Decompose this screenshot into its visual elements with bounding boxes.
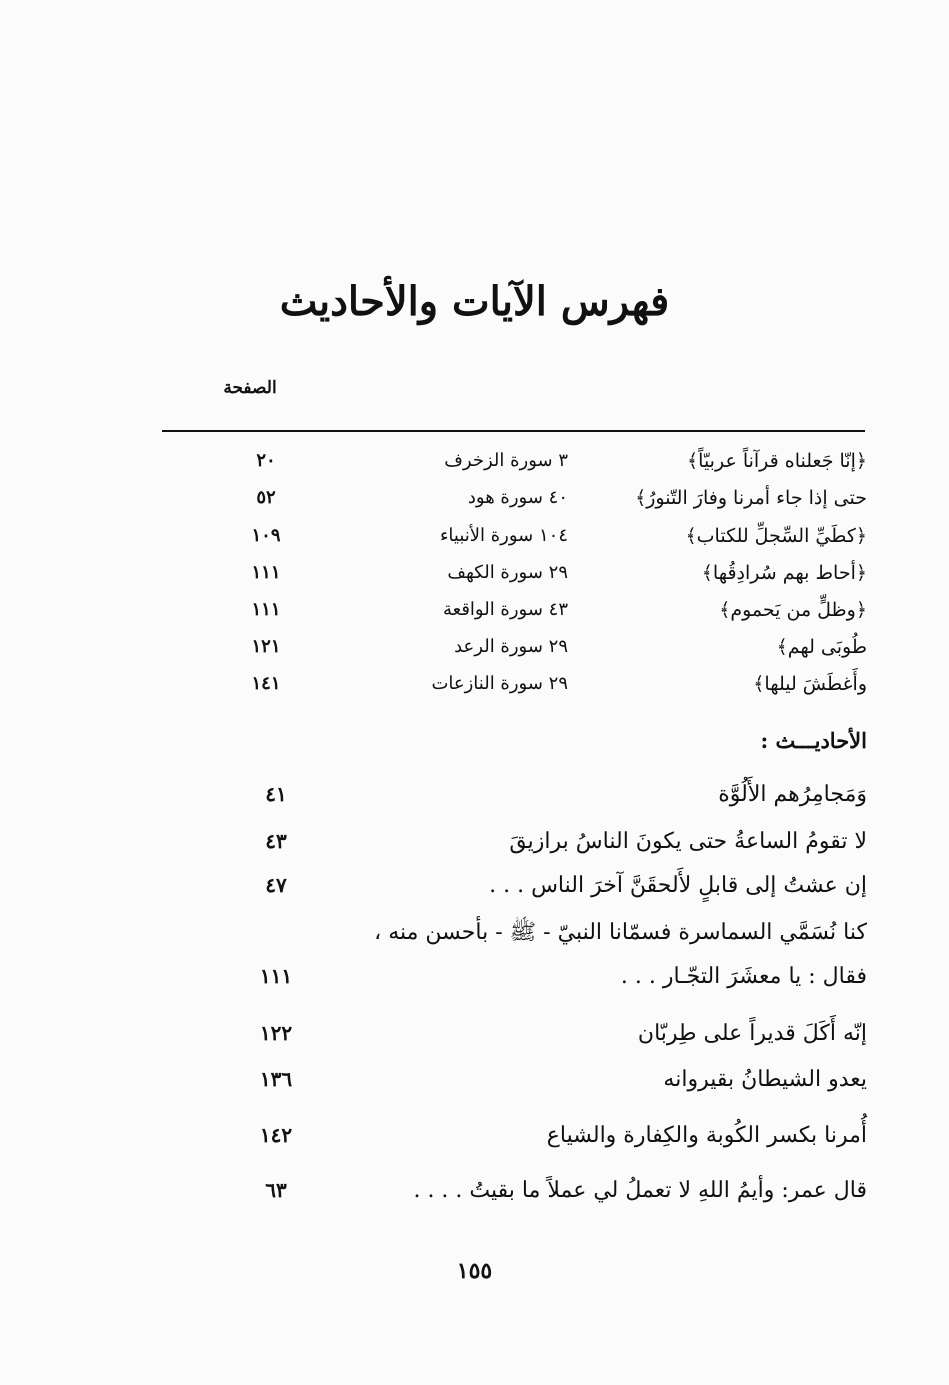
verse-text: طُوبَى لهم﴾ [776,636,867,658]
hadith-row [0,1123,949,1163]
hadith-row [0,1021,949,1061]
verse-page: ١٠٩ [251,525,281,546]
hadith-page: ٤١ [265,782,287,806]
verse-page: ١١١ [251,562,281,583]
hadith-row [0,782,949,822]
hadith-row [0,873,949,913]
verse-page: ٥٢ [256,487,276,508]
verse-page: ١٤١ [251,673,281,694]
hadith-row [0,964,949,1004]
header-rule [162,430,865,432]
verse-text: وأَغطَشَ ليلها﴾ [753,673,867,695]
verse-source: ٤٠ سورة هود [467,487,568,508]
verse-row [0,673,949,709]
hadith-text: أُمرنا بكسر الكُوبة والكِفارة والشياع [546,1123,867,1148]
verse-row [0,636,949,672]
hadith-page: ١٣٦ [259,1067,293,1091]
page-number: ١٥٥ [456,1258,493,1284]
hadith-page: ١٢٢ [259,1021,293,1045]
hadith-text: إنّه أَكَلَ قديراً على طِربّان [637,1021,867,1046]
hadith-text: وَمَجامِرُهم الأَلُوَّة [718,782,867,807]
hadith-text: لا تقومُ الساعةُ حتى يكونَ الناسُ برازيقَ [509,829,867,854]
page-column-header: الصفحة [223,378,277,398]
verse-source: ١٠٤ سورة الأنبياء [439,525,568,546]
verse-page: ١١١ [251,599,281,620]
verse-text: ﴿إنّا جَعلناه قرآناً عربيّاً﴾ [687,450,867,472]
hadith-page: ١١١ [259,964,293,988]
hadith-row [0,1067,949,1107]
hadith-text: إن عشتُ إلى قابلٍ لأَلحقَنَّ آخرَ الناس . . . [489,873,867,898]
verse-row [0,450,949,486]
hadith-heading: الأحاديـــث : [760,728,867,753]
page-title: فهرس الآيات والأحاديث [279,278,670,325]
hadith-text: فقال : يا معشَرَ التجّـار . . . [620,964,867,989]
hadith-page: ٤٧ [265,873,287,897]
verse-text: ﴿كطَيِّ السِّجلِّ للكتاب﴾ [685,525,867,547]
hadith-text: يعدو الشيطانُ بقيروانه [663,1067,867,1092]
hadith-page: ٤٣ [265,829,287,853]
verse-text: ﴿وظلٍّ من يَحموم﴾ [719,599,867,621]
verse-row [0,562,949,598]
verse-source: ٣ سورة الزخرف [444,450,568,471]
verse-row [0,599,949,635]
verse-page: ١٢١ [251,636,281,657]
verse-source: ٢٩ سورة النازعات [431,673,568,694]
verse-text: حتى إذا جاء أمرنا وفارَ التّنورُ﴾ [635,487,867,509]
verse-source: ٢٩ سورة الرعد [454,636,568,657]
verse-page: ٢٠ [256,450,276,471]
hadith-row [0,1178,949,1218]
hadith-text: قال عمر: وأيمُ اللهِ لا تعملُ لي عملاً ما بقيتُ . . . . [413,1178,867,1203]
hadith-page: ٦٣ [265,1178,287,1202]
verse-row [0,487,949,523]
hadith-page: ١٤٢ [259,1123,293,1147]
verse-text: ﴿أحاط بهم سُرادِقُها﴾ [701,562,867,584]
hadith-text: كنا نُسَمَّي السماسرة فسمّانا النبيّ - ﷺ - بأحسن منه ، [374,920,867,945]
hadith-row [0,829,949,869]
verse-source: ٤٣ سورة الواقعة [442,599,568,620]
hadith-row [0,918,949,958]
verse-source: ٢٩ سورة الكهف [447,562,568,583]
verse-row [0,525,949,561]
